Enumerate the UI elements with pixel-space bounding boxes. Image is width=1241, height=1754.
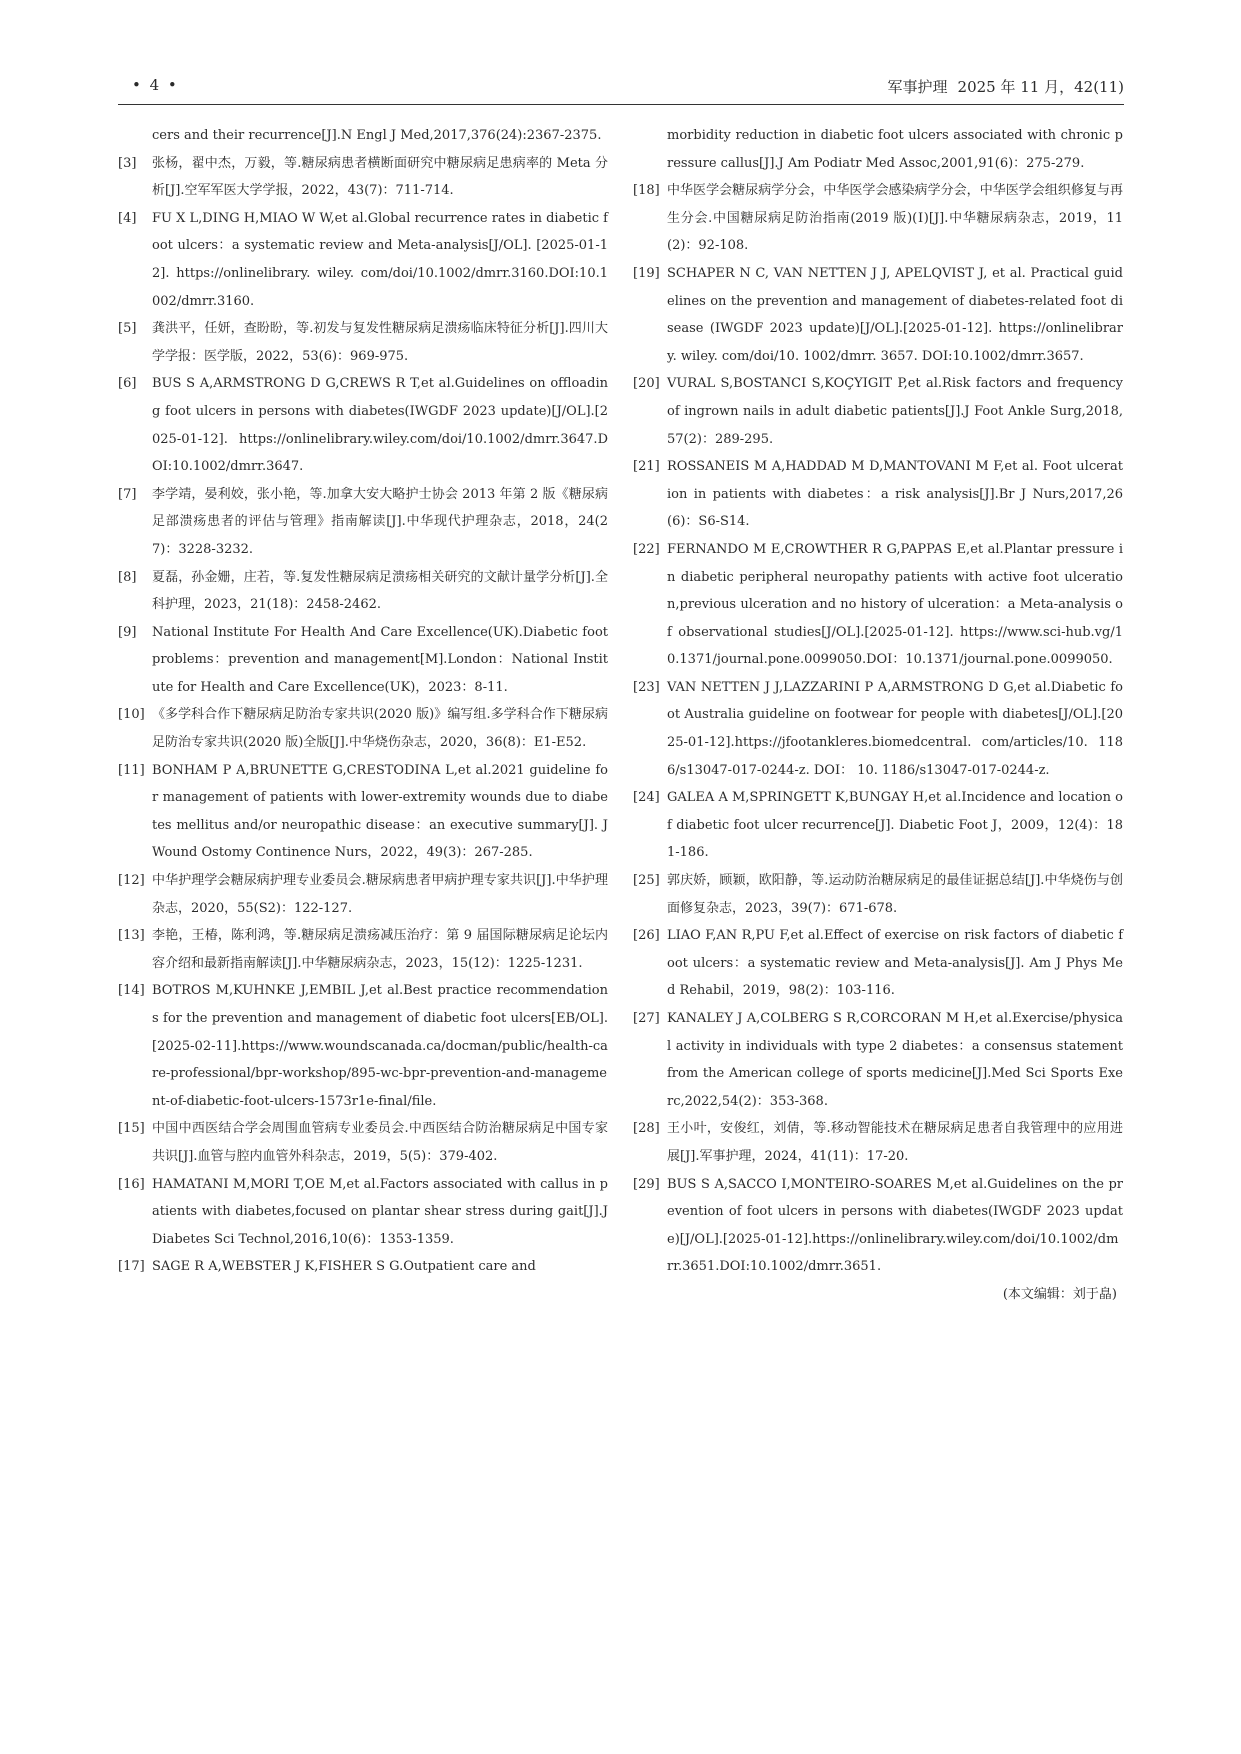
reference-item: [118, 701, 608, 756]
reference-text: SCHAPER N C, VAN NETTEN J J, APELQVIST J, et al. Practical guidelines on the prevention and management of diabetes-related foot disease (IWGDF 2023 update)[J/OL].[2025-01-12]. https://onlinelibrary. wiley. com/doi/10. 1002/dmrr. 3657. DOI:10.1002/dmrr.3657.: [667, 265, 1123, 364]
reference-item: [633, 260, 1123, 370]
reference-number: [22]: [633, 541, 660, 557]
reference-text: 李艳，王椿，陈利鸿，等.糖尿病足溃疡减压治疗：第 9 届国际糖尿病足论坛内容介绍和最新指南解读[J].中华糖尿病杂志，2023，15(12)：1225-1231.: [152, 928, 608, 971]
reference-text: ROSSANEIS M A,HADDAD M D,MANTOVANI M F,et al. Foot ulceration in patients with diabetes：a risk analysis[J].Br J Nurs,2017,26(6)：S6-S14.: [667, 459, 1123, 530]
reference-column-left: [118, 122, 608, 1281]
reference-item: [118, 977, 608, 1115]
reference-text: BOTROS M,KUHNKE J,EMBIL J,et al.Best practice recommendations for the prevention and management of diabetic foot ulcers[EB/OL].[2025-02-11].https://www.woundscanada.ca/docman/public/health-care-professional/bpr-workshop/895-wc-bpr-prevention-and-management-of-diabetic-foot-ulcers-1573r1e-final/file.: [152, 983, 608, 1109]
reference-item: [118, 481, 608, 564]
reference-text: BUS S A,SACCO I,MONTEIRO-SOARES M,et al.Guidelines on the prevention of foot ulcers in persons with diabetes(IWGDF 2023 update)[J/OL].[2025-01-12].https://onlinelibrary.wiley.com/doi/10.1002/dmrr.3651.DOI:10.1002/dmrr.3651.: [667, 1176, 1123, 1275]
reference-item: [118, 370, 608, 480]
reference-item: [633, 867, 1123, 922]
reference-number: [3]: [118, 155, 137, 171]
reference-text: 中国中西医结合学会周围血管病专业委员会.中西医结合防治糖尿病足中国专家共识[J].血管与腔内血管外科杂志，2019，5(5)：379-402.: [152, 1121, 608, 1164]
reference-text: LIAO F,AN R,PU F,et al.Effect of exercise on risk factors of diabetic foot ulcers：a systematic review and Meta-analysis[J]. Am J Phys Med Rehabil，2019，98(2)：103-116.: [667, 928, 1123, 999]
reference-item: [118, 122, 608, 150]
reference-number: [4]: [118, 210, 137, 226]
reference-number: [11]: [118, 762, 145, 778]
reference-number: [6]: [118, 376, 137, 392]
editor-note: (本文编辑：刘于皛): [1002, 1286, 1117, 1302]
reference-item: [633, 1005, 1123, 1115]
reference-item: [633, 1115, 1123, 1170]
page-number: • 4 •: [132, 76, 179, 94]
reference-item: [633, 122, 1123, 177]
reference-number: [20]: [633, 376, 660, 392]
reference-number: [7]: [118, 486, 137, 502]
reference-number: [25]: [633, 873, 660, 889]
reference-text: BUS S A,ARMSTRONG D G,CREWS R T,et al.Guidelines on offloading foot ulcers in persons with diabetes(IWGDF 2023 update)[J/OL].[2025-01-12]. https://onlinelibrary.wiley.com/doi/10.1002/dmrr.3647.DOI:10.1002/dmrr.3647.: [152, 376, 608, 475]
reference-number: [10]: [118, 707, 145, 723]
reference-number: [12]: [118, 873, 145, 889]
reference-number: [8]: [118, 569, 137, 585]
reference-number: [14]: [118, 983, 145, 999]
reference-item: [118, 922, 608, 977]
reference-item: [633, 453, 1123, 536]
reference-item: [633, 784, 1123, 867]
reference-text: FU X L,DING H,MIAO W W,et al.Global recurrence rates in diabetic foot ulcers：a systematic review and Meta-analysis[J/OL]. [2025-01-12]. https://onlinelibrary. wiley. com/doi/10.1002/dmrr.3160.DOI:10.1002/dmrr.3160.: [152, 210, 608, 309]
reference-text: 中华医学会糖尿病学分会，中华医学会感染病学分会，中华医学会组织修复与再生分会.中国糖尿病足防治指南(2019 版)(Ⅰ)[J].中华糖尿病杂志，2019，11(2)：92-108.: [667, 183, 1123, 254]
reference-item: [118, 619, 608, 702]
reference-number: [18]: [633, 183, 660, 199]
reference-text: VURAL S,BOSTANCI S,KOÇYIGIT P,et al.Risk factors and frequency of ingrown nails in adult diabetic patients[J].J Foot Ankle Surg,2018,57(2)：289-295.: [667, 376, 1123, 447]
reference-number: [26]: [633, 928, 660, 944]
reference-item: [118, 205, 608, 315]
reference-text: KANALEY J A,COLBERG S R,CORCORAN M H,et al.Exercise/physical activity in individuals with type 2 diabetes：a consensus statement from the American college of sports medicine[J].Med Sci Sports Exerc,2022,54(2)：353-368.: [667, 1011, 1123, 1109]
reference-number: [15]: [118, 1121, 145, 1137]
reference-item: [633, 370, 1123, 453]
reference-text: 中华护理学会糖尿病护理专业委员会.糖尿病患者甲病护理专家共识[J].中华护理杂志，2020，55(S2)：122-127.: [152, 873, 608, 916]
reference-item: [118, 1253, 608, 1281]
reference-number: [16]: [118, 1176, 145, 1192]
reference-number: [5]: [118, 321, 137, 337]
reference-item: [118, 757, 608, 867]
reference-text: morbidity reduction in diabetic foot ulcers associated with chronic pressure callus[J].J Am Podiatr Med Assoc,2001,91(6)：275-279.: [667, 128, 1123, 171]
reference-number: [21]: [633, 459, 660, 475]
reference-text: SAGE R A,WEBSTER J K,FISHER S G.Outpatient care and: [152, 1259, 536, 1275]
reference-item: [118, 564, 608, 619]
reference-item: [633, 177, 1123, 260]
reference-item: [633, 922, 1123, 1005]
reference-text: 张杨，翟中杰，万毅，等.糖尿病患者横断面研究中糖尿病足患病率的 Meta 分析[J].空军军医大学学报，2022，43(7)：711-714.: [152, 155, 608, 199]
page-header: [118, 72, 1124, 108]
reference-number: [23]: [633, 679, 660, 695]
reference-text: BONHAM P A,BRUNETTE G,CRESTODINA L,et al.2021 guideline for management of patients with lower-extremity wounds due to diabetes mellitus and/or neuropathic disease：an executive summary[J]. J Wound Ostomy Continence Nurs，2022，49(3)：267-285.: [152, 762, 608, 861]
reference-item: [118, 1171, 608, 1254]
reference-item: [633, 536, 1123, 674]
reference-number: [17]: [118, 1259, 145, 1275]
reference-text: VAN NETTEN J J,LAZZARINI P A,ARMSTRONG D G,et al.Diabetic foot Australia guideline on footwear for people with diabetes[J/OL].[2025-01-12].https://jfootankleres.biomedcentral. com/articles/10. 1186/s13047-017-0244-z. DOI： 10. 1186/s13047-017-0244-z.: [667, 679, 1123, 778]
reference-text: HAMATANI M,MORI T,OE M,et al.Factors associated with callus in patients with diabetes,focused on plantar shear stress during gait[J].J Diabetes Sci Technol,2016,10(6)：1353-1359.: [152, 1176, 608, 1247]
reference-item: [633, 674, 1123, 784]
reference-text: 郭庆娇，顾颖，欧阳静，等.运动防治糖尿病足的最佳证据总结[J].中华烧伤与创面修复杂志，2023，39(7)：671-678.: [667, 873, 1123, 916]
journal-name: 军事护理: [887, 78, 948, 96]
reference-text: cers and their recurrence[J].N Engl J Med,2017,376(24):2367-2375.: [152, 128, 602, 143]
reference-item: [118, 1115, 608, 1170]
reference-item: [118, 315, 608, 370]
reference-text: National Institute For Health And Care Excellence(UK).Diabetic foot problems：prevention and management[M].London：National Institute for Health and Care Excellence(UK)，2023：8-11.: [152, 624, 608, 695]
reference-number: [13]: [118, 928, 145, 944]
reference-number: [24]: [633, 790, 660, 806]
header-rule: [118, 104, 1124, 105]
reference-number: [29]: [633, 1176, 660, 1192]
reference-number: [19]: [633, 265, 660, 281]
reference-text: 夏磊，孙金姗，庄若，等.复发性糖尿病足溃疡相关研究的文献计量学分析[J].全科护理，2023，21(18)：2458-2462.: [152, 569, 608, 613]
reference-item: [118, 867, 608, 922]
reference-item: [633, 1171, 1123, 1281]
reference-text: 李学靖，晏利姣，张小艳，等.加拿大安大略护士协会 2013 年第 2 版《糖尿病足部溃疡患者的评估与管理》指南解读[J].中华现代护理杂志，2018，24(27)：3228-3232.: [152, 486, 608, 557]
reference-text: FERNANDO M E,CROWTHER R G,PAPPAS E,et al.Plantar pressure in diabetic peripheral neuropathy patients with active foot ulceration,previous ulceration and no history of ulceration：a Meta-analysis of observational studies[J/OL].[2025-01-12]. https://www.sci-hub.vg/10.1371/journal.pone.0099050.DOI：10.1371/journal.pone.0099050.: [667, 541, 1123, 668]
journal-info: [888, 76, 1124, 97]
reference-column-right: [633, 122, 1123, 1309]
reference-item: [118, 150, 608, 205]
journal-issue: 2025 年 11 月，42(11): [957, 78, 1124, 96]
reference-text: 《多学科合作下糖尿病足防治专家共识(2020 版)》编写组.多学科合作下糖尿病足防治专家共识(2020 版)全版[J].中华烧伤杂志，2020，36(8)：E1-E52.: [152, 707, 608, 751]
reference-text: GALEA A M,SPRINGETT K,BUNGAY H,et al.Incidence and location of diabetic foot ulcer recurrence[J]. Diabetic Foot J，2009，12(4)：181-186.: [667, 790, 1123, 861]
reference-text: 王小叶，安俊红，刘倩，等.移动智能技术在糖尿病足患者自我管理中的应用进展[J].军事护理，2024，41(11)：17-20.: [667, 1121, 1123, 1164]
reference-text: 龚洪平，任妍，查盼盼，等.初发与复发性糖尿病足溃疡临床特征分析[J].四川大学学报：医学版，2022，53(6)：969-975.: [152, 321, 608, 364]
reference-number: [27]: [633, 1011, 660, 1026]
reference-number: [28]: [633, 1121, 660, 1137]
reference-number: [9]: [118, 624, 137, 640]
